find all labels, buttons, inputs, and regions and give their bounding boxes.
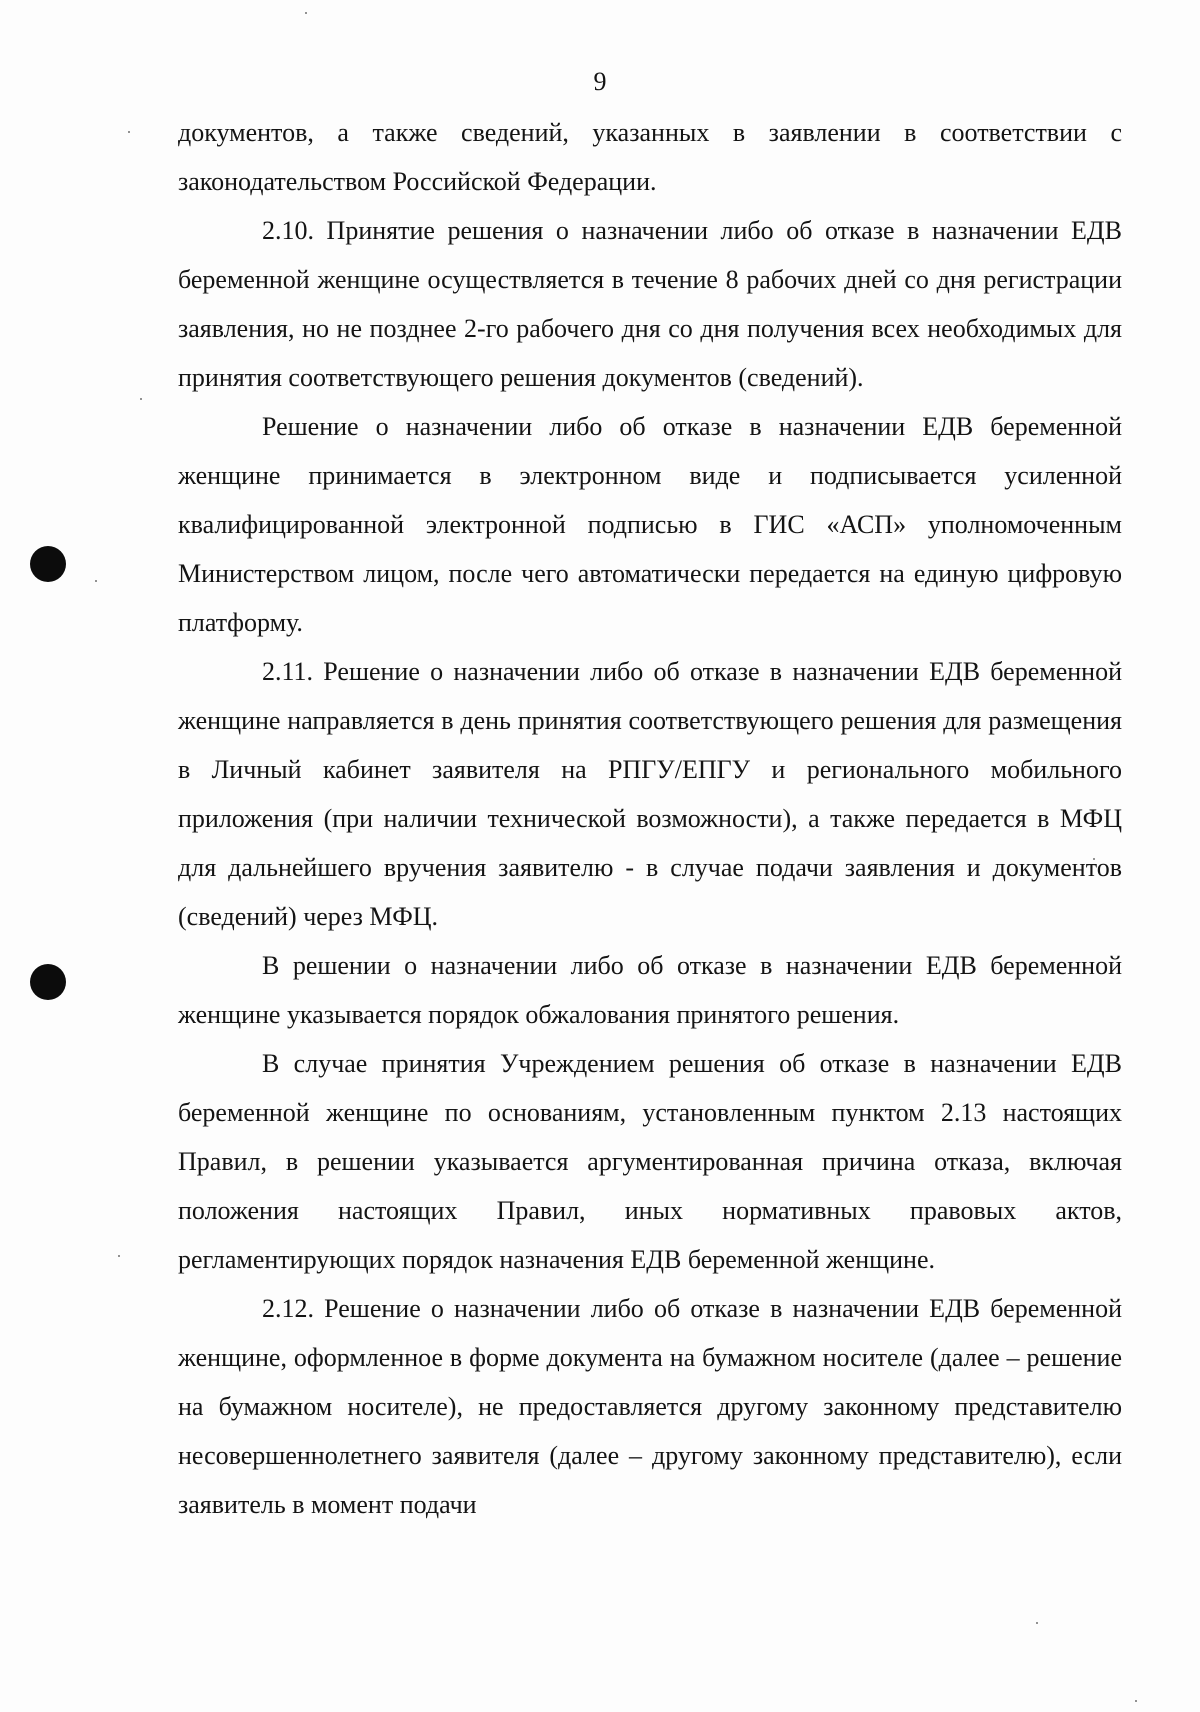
scan-speck (128, 131, 130, 133)
scan-speck (118, 1255, 120, 1257)
paragraph: 2.12. Решение о назначении либо об отказе в назначении ЕДВ беременной женщине, оформленное в форме документа на бумажном носителе (далее – решение на бумажном носителе), не предоставляется другому законному представителю несовершеннолетнего заявителя (далее – другому законному представителю), если заявитель в момент подачи (178, 1294, 1122, 1519)
scan-speck (140, 398, 142, 400)
paragraph: В случае принятия Учреждением решения об отказе в назначении ЕДВ беременной женщине по основаниям, установленным пунктом 2.13 настоящих Правил, в решении указывается аргументированная причина отказа, включая положения настоящих Правил, иных нормативных правовых актов, регламентирующих порядок назначения ЕДВ беременной женщине. (178, 1049, 1122, 1274)
scan-speck (1036, 1622, 1038, 1624)
paragraph: В решении о назначении либо об отказе в назначении ЕДВ беременной женщине указывается порядок обжалования принятого решения. (178, 951, 1122, 1029)
paragraph: 2.11. Решение о назначении либо об отказе в назначении ЕДВ беременной женщине направляется в день принятия соответствующего решения для размещения в Личный кабинет заявителя на РПГУ/ЕПГУ и регионального мобильного приложения (при наличии технической возможности), а также передается в МФЦ для дальнейшего вручения заявителю - в случае подачи заявления и документов (сведений) через МФЦ. (178, 657, 1122, 931)
body-text (178, 108, 1122, 1529)
paragraph: документов, а также сведений, указанных в заявлении в соответствии с законодательством Российской Федерации. (178, 118, 1122, 196)
scan-speck (95, 580, 97, 582)
paragraph: 2.10. Принятие решения о назначении либо об отказе в назначении ЕДВ беременной женщине осуществляется в течение 8 рабочих дней со дня регистрации заявления, но не позднее 2-го рабочего дня со дня получения всех необходимых для принятия соответствующего решения документов (сведений). (178, 216, 1122, 392)
scan-speck (305, 12, 307, 14)
scan-speck (1135, 1700, 1137, 1702)
punch-hole-bottom (30, 964, 66, 1000)
page-number: 9 (593, 67, 607, 96)
paragraph: Решение о назначении либо об отказе в назначении ЕДВ беременной женщине принимается в электронном виде и подписывается усиленной квалифицированной электронной подписью в ГИС «АСП» уполномоченным Министерством лицом, после чего автоматически передается на единую цифровую платформу. (178, 412, 1122, 637)
punch-hole-top (30, 546, 66, 582)
